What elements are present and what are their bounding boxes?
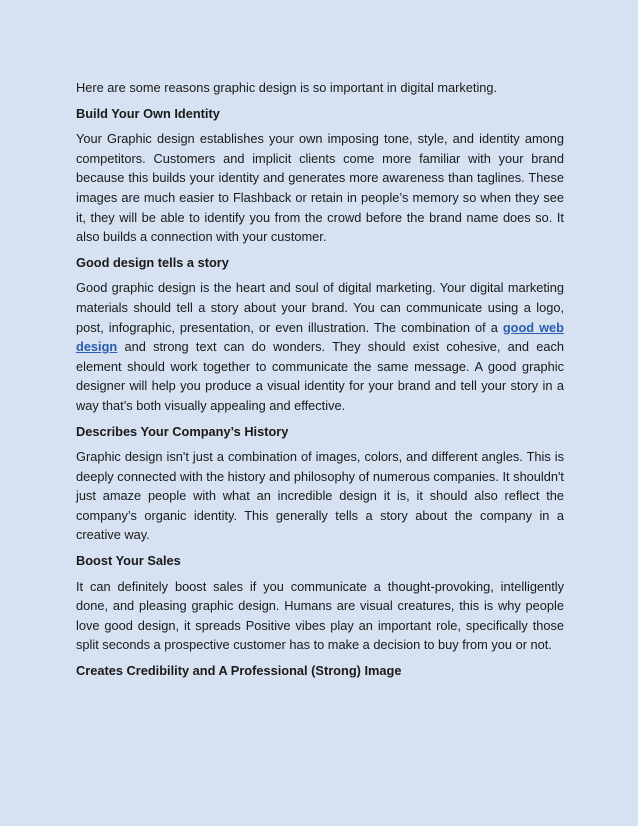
section-body-sales: It can definitely boost sales if you communicate a thought-provoking, intelligently done, and pleasing graphic design. Humans are visual creatures, this is why people love good design, it spreads Positive vibes play an important role, specifically those split seconds a prospective customer has to make a decision to buy from you or not.: [76, 578, 564, 653]
document-page: [76, 78, 564, 687]
section-heading-history: Describes Your Company’s History: [76, 423, 289, 439]
section-heading-story: Good design tells a story: [76, 254, 229, 270]
story-text-after-link: and strong text can do wonders. They should exist cohesive, and each element should work together to communicate the same message. A good graphic designer will help you produce a visual identity for your brand and tell your story in a way that’s both visually appealing and effective.: [76, 339, 564, 413]
section-body-story: [76, 278, 564, 415]
section-heading-sales: Boost Your Sales: [76, 553, 181, 569]
good-web-design-link[interactable]: good web design: [76, 319, 564, 355]
section-body-identity: Your Graphic design establishes your own imposing tone, style, and identity among competitors. Customers and implicit clients come more familiar with your brand because this builds your identity and generates more awareness than taglines. These images are much easier to Flashback or retain in people’s memory so when they see it, they will be able to identify you from the crowd before the brand name does so. It also builds a connection with your customer.: [76, 131, 564, 245]
section-body-history: Graphic design isn't just a combination of images, colors, and different angles. This is deeply connected with the history and philosophy of numerous companies. It shouldn't just amaze people with what an incredible design it is, it should also reflect the company’s organic identity. This generally tells a story about the company in a creative way.: [76, 449, 564, 543]
section-heading-identity: Build Your Own Identity: [76, 105, 220, 121]
section-heading-credibility: Creates Credibility and A Professional (Strong) Image: [76, 663, 402, 679]
intro-paragraph: Here are some reasons graphic design is so important in digital marketing.: [76, 80, 498, 95]
story-text-before-link: Good graphic design is the heart and soul of digital marketing. Your digital marketing materials should tell a story about your brand. You can communicate using a logo, post, infographic, presentation, or even illustration. The combination of a: [76, 280, 564, 335]
